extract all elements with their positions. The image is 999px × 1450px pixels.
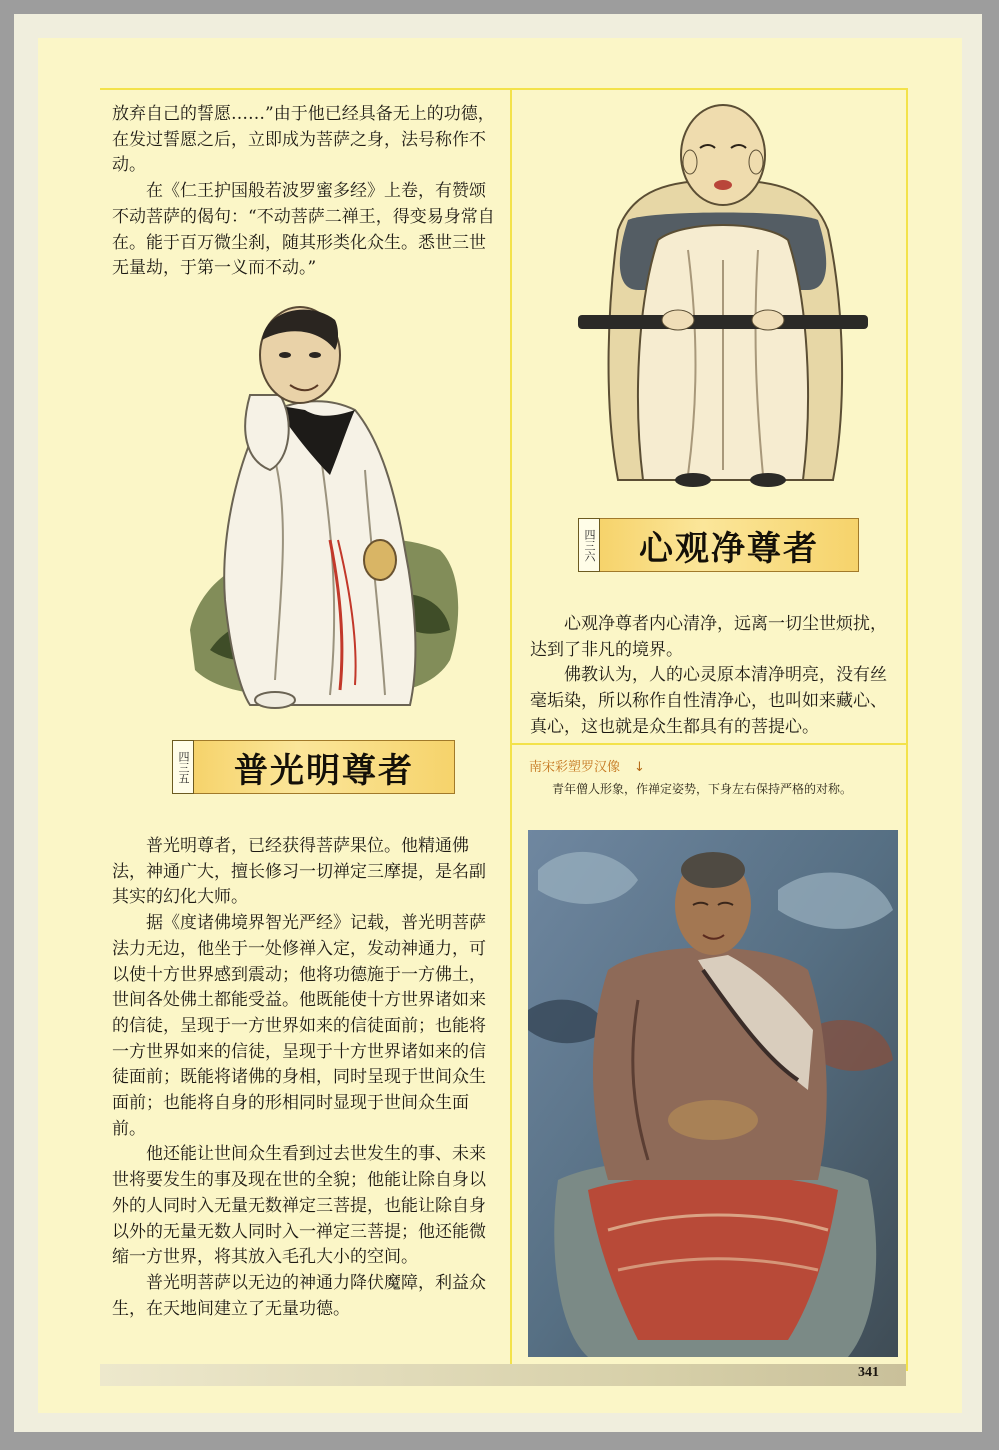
paragraph: 他还能让世间众生看到过去世发生的事、未来世将要发生的事及现在世的全貌；他能让除自身以外的人同时入无量无数禅定三菩提，也能让除自身以外的无量无数人同时入一禅定三菩提；他还能微缩一方世界，将其放入毛孔大小的空间。 xyxy=(112,1144,486,1268)
footer-bar xyxy=(100,1364,906,1386)
paragraph: 普光明菩萨以无边的神通力降伏魔障，利益众生，在天地间建立了无量功德。 xyxy=(112,1272,486,1319)
caption-text: 青年僧人形象，作禅定姿势，下身左右保持严格的对称。 xyxy=(552,782,853,796)
section-number: 四三六 xyxy=(578,518,600,572)
intro-text xyxy=(112,102,498,282)
intro-paragraph-1: 放弃自己的誓愿……”由于他已经具备无上的功德，在发过誓愿之后，立即成为菩萨之身，法号称作不动。 xyxy=(112,104,495,176)
paragraph: 心观净尊者内心清净，远离一切尘世烦扰，达到了非凡的境界。 xyxy=(530,614,887,660)
section-heading: 普光明尊者 xyxy=(194,740,455,794)
paragraph: 普光明尊者，已经获得菩萨果位。他精通佛法，神通广大，擅长修习一切禅定三摩提，是名副其实的幻化大师。 xyxy=(112,836,486,908)
rule-caption-separator xyxy=(510,743,907,745)
caption-title-text: 南宋彩塑罗汉像 xyxy=(529,760,621,775)
intro-paragraph-2: 在《仁王护国般若波罗蜜多经》上卷，有赞颂不动菩萨的偈句：“不动菩萨二禅王，得变易身常自在。能于百万微尘刹，随其形类化众生。悉世三世无量劫，于第一义而不动。” xyxy=(112,181,495,279)
xinguanjing-text xyxy=(530,612,900,741)
page-number: 341 xyxy=(858,1365,879,1380)
song-arhat-photo xyxy=(528,830,898,1357)
section-title-435 xyxy=(172,740,455,794)
puguangming-text xyxy=(112,834,498,1322)
photo-caption xyxy=(528,779,896,799)
puguangming-illustration xyxy=(180,300,470,720)
rule-top-left xyxy=(100,88,510,90)
xinguanjing-illustration xyxy=(578,100,868,500)
rule-right xyxy=(906,88,908,1371)
rule-top-right xyxy=(510,88,907,90)
paragraph: 据《度诸佛境界智光严经》记载，普光明菩萨法力无边，他坐于一处修禅入定，发动神通力，可以使十方世界感到震动；他将功德施于一方佛土，世间各处佛土都能受益。他既能使十方世界诸如来的信徒，呈现于一方世界如来的信徒面前；也能将一方世界如来的信徒，呈现于十方世界诸如来的信徒面前；既能将诸佛的身相，同时呈现于世间众生面前；也能将自身的形相同时显现于世间众生面前。 xyxy=(112,913,486,1139)
section-number: 四三五 xyxy=(172,740,194,794)
section-title-436 xyxy=(578,518,859,572)
column-divider xyxy=(510,88,512,1371)
paragraph: 佛教认为，人的心灵原本清净明亮，没有丝毫垢染，所以称作自性清净心，也叫如来藏心、真心，这也就是众生都具有的菩提心。 xyxy=(530,665,887,737)
section-heading: 心观净尊者 xyxy=(600,518,859,572)
arrow-down-icon: ↓ xyxy=(634,760,645,775)
photo-caption-title xyxy=(529,756,645,775)
